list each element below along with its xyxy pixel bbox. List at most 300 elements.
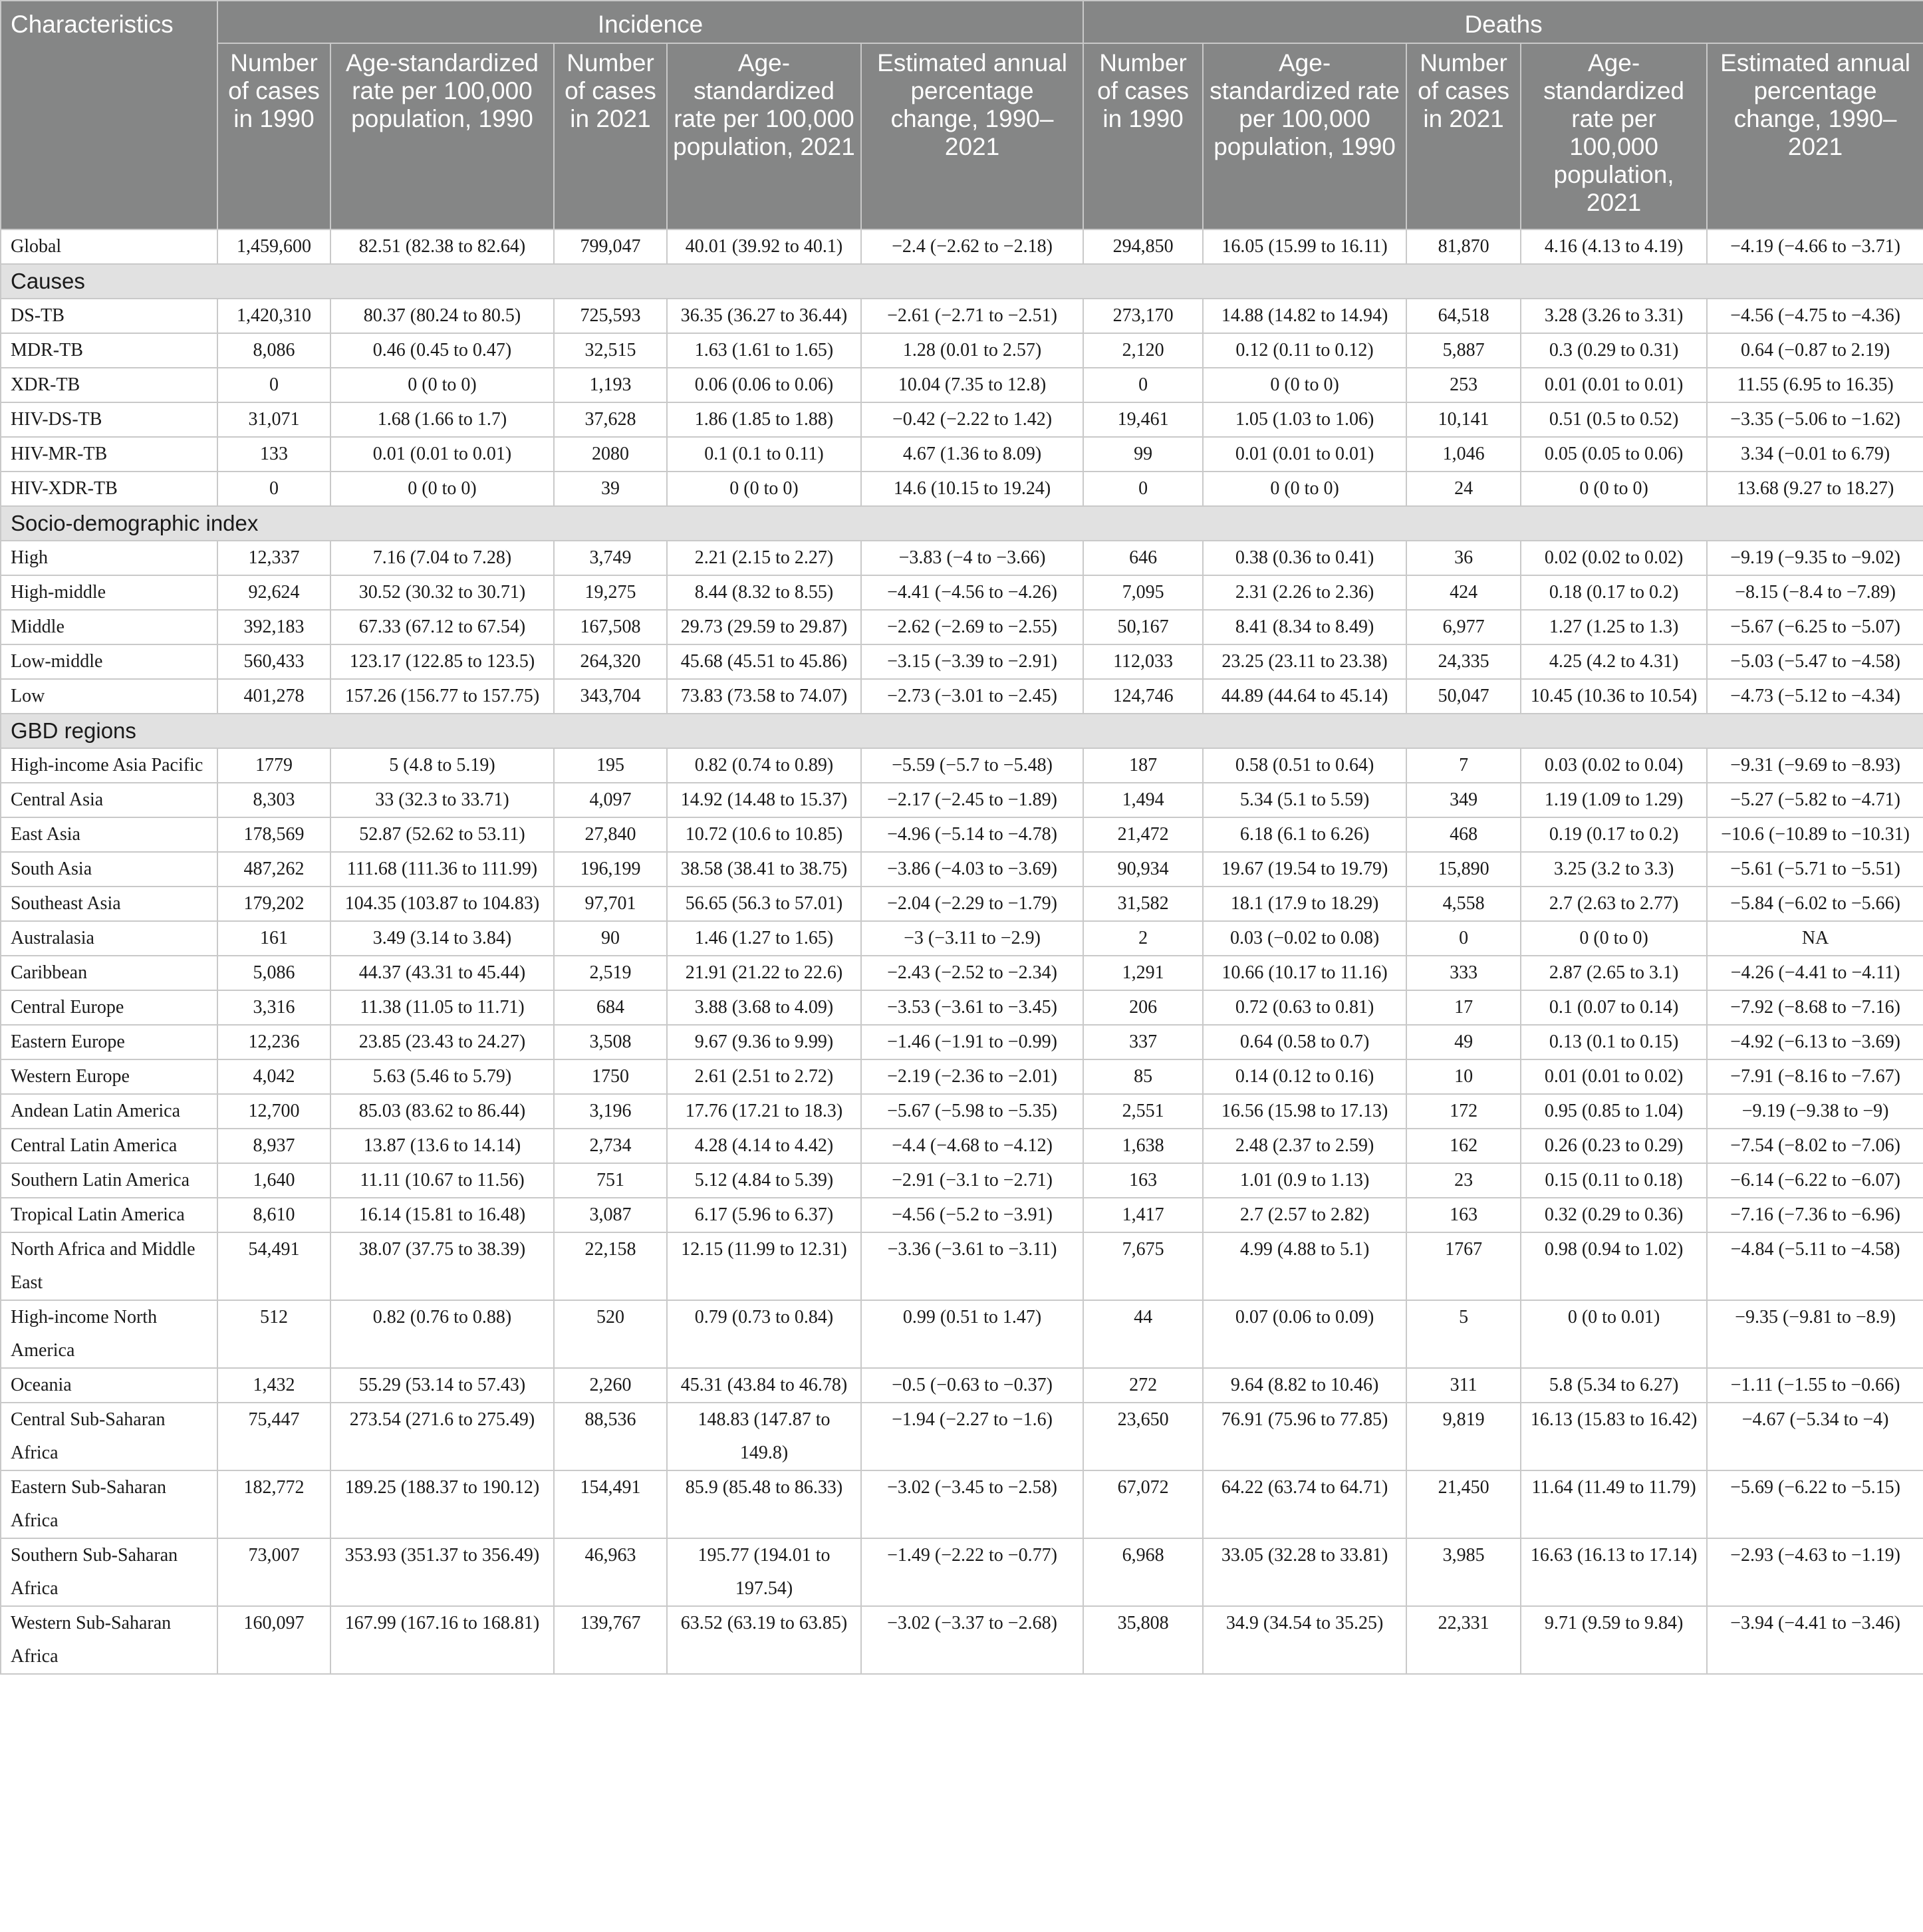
deaths-rate-2021-cell: 0.05 (0.05 to 0.06) [1521, 437, 1707, 472]
incidence-eapc-cell: −2.73 (−3.01 to −2.45) [861, 679, 1083, 714]
table-row [1, 990, 1923, 1025]
characteristic-cell: High [1, 541, 217, 575]
deaths-rate-2021-cell: 1.19 (1.09 to 1.29) [1521, 783, 1707, 817]
incidence-cases-1990-cell: 8,610 [217, 1198, 330, 1232]
characteristic-cell: Central Latin America [1, 1129, 217, 1163]
deaths-cases-1990-cell: 2,120 [1083, 333, 1203, 368]
table-row [1, 644, 1923, 679]
table-row [1, 1025, 1923, 1059]
incidence-rate-1990-cell: 5 (4.8 to 5.19) [330, 748, 554, 783]
incidence-cases-1990-cell: 12,337 [217, 541, 330, 575]
characteristic-cell: Central Sub-Saharan Africa [1, 1403, 217, 1470]
incidence-rate-1990-cell: 80.37 (80.24 to 80.5) [330, 299, 554, 333]
incidence-rate-2021-cell: 63.52 (63.19 to 63.85) [667, 1606, 861, 1674]
deaths-cases-1990-cell: 35,808 [1083, 1606, 1203, 1674]
incidence-cases-2021-cell: 195 [554, 748, 667, 783]
incidence-cases-1990-cell: 178,569 [217, 817, 330, 852]
characteristic-cell: Tropical Latin America [1, 1198, 217, 1232]
incidence-rate-2021-cell: 5.12 (4.84 to 5.39) [667, 1163, 861, 1198]
incidence-rate-1990-cell: 167.99 (167.16 to 168.81) [330, 1606, 554, 1674]
incidence-cases-1990-cell: 31,071 [217, 402, 330, 437]
incidence-eapc-cell: −2.04 (−2.29 to −1.79) [861, 887, 1083, 921]
incidence-rate-1990-cell: 157.26 (156.77 to 157.75) [330, 679, 554, 714]
deaths-cases-1990-cell: 112,033 [1083, 644, 1203, 679]
deaths-rate-1990-cell: 2.31 (2.26 to 2.36) [1203, 575, 1406, 610]
table-row [1, 1129, 1923, 1163]
table-row [1, 299, 1923, 333]
incidence-cases-2021-cell: 343,704 [554, 679, 667, 714]
incidence-rate-1990-cell: 189.25 (188.37 to 190.12) [330, 1470, 554, 1538]
incidence-cases-1990-cell: 4,042 [217, 1059, 330, 1094]
deaths-cases-2021-cell: 21,450 [1406, 1470, 1521, 1538]
incidence-eapc-cell: −0.42 (−2.22 to 1.42) [861, 402, 1083, 437]
deaths-cases-1990-cell: 85 [1083, 1059, 1203, 1094]
deaths-cases-2021-cell: 50,047 [1406, 679, 1521, 714]
deaths-rate-2021-cell: 5.8 (5.34 to 6.27) [1521, 1368, 1707, 1403]
deaths-eapc-cell: −7.16 (−7.36 to −6.96) [1707, 1198, 1923, 1232]
table-row [1, 783, 1923, 817]
incidence-eapc-cell: −0.5 (−0.63 to −0.37) [861, 1368, 1083, 1403]
incidence-cases-2021-cell: 3,196 [554, 1094, 667, 1129]
incidence-cases-1990-cell: 0 [217, 472, 330, 506]
deaths-cases-1990-cell: 6,968 [1083, 1538, 1203, 1606]
deaths-rate-2021-cell: 0.19 (0.17 to 0.2) [1521, 817, 1707, 852]
incidence-cases-2021-header: Number of cases in 2021 [554, 43, 667, 229]
deaths-eapc-header: Estimated annual percentage change, 1990–2021 [1707, 43, 1923, 229]
deaths-rate-1990-cell: 44.89 (44.64 to 45.14) [1203, 679, 1406, 714]
deaths-rate-2021-cell: 0.32 (0.29 to 0.36) [1521, 1198, 1707, 1232]
characteristic-cell: Eastern Europe [1, 1025, 217, 1059]
incidence-rate-2021-cell: 195.77 (194.01 to 197.54) [667, 1538, 861, 1606]
section-label: Socio-demographic index [1, 506, 1923, 541]
deaths-rate-2021-cell: 0.3 (0.29 to 0.31) [1521, 333, 1707, 368]
deaths-cases-2021-cell: 5 [1406, 1300, 1521, 1368]
deaths-cases-1990-cell: 1,291 [1083, 956, 1203, 990]
incidence-rate-1990-cell: 3.49 (3.14 to 3.84) [330, 921, 554, 956]
incidence-rate-2021-cell: 14.92 (14.48 to 15.37) [667, 783, 861, 817]
deaths-cases-1990-cell: 90,934 [1083, 852, 1203, 887]
incidence-cases-1990-cell: 133 [217, 437, 330, 472]
deaths-cases-2021-cell: 7 [1406, 748, 1521, 783]
deaths-rate-2021-cell: 3.25 (3.2 to 3.3) [1521, 852, 1707, 887]
incidence-rate-1990-cell: 44.37 (43.31 to 45.44) [330, 956, 554, 990]
incidence-eapc-cell: 10.04 (7.35 to 12.8) [861, 368, 1083, 402]
incidence-cases-2021-cell: 196,199 [554, 852, 667, 887]
incidence-cases-2021-cell: 1,193 [554, 368, 667, 402]
deaths-rate-1990-cell: 0.12 (0.11 to 0.12) [1203, 333, 1406, 368]
deaths-cases-2021-cell: 3,985 [1406, 1538, 1521, 1606]
characteristic-cell: Southern Latin America [1, 1163, 217, 1198]
incidence-eapc-cell: −4.96 (−5.14 to −4.78) [861, 817, 1083, 852]
deaths-cases-2021-cell: 64,518 [1406, 299, 1521, 333]
incidence-eapc-cell: −2.61 (−2.71 to −2.51) [861, 299, 1083, 333]
incidence-eapc-cell: −2.19 (−2.36 to −2.01) [861, 1059, 1083, 1094]
deaths-eapc-cell: −5.03 (−5.47 to −4.58) [1707, 644, 1923, 679]
table-row [1, 1163, 1923, 1198]
deaths-rate-1990-cell: 18.1 (17.9 to 18.29) [1203, 887, 1406, 921]
incidence-cases-2021-cell: 1750 [554, 1059, 667, 1094]
deaths-rate-2021-cell: 3.28 (3.26 to 3.31) [1521, 299, 1707, 333]
incidence-cases-2021-cell: 27,840 [554, 817, 667, 852]
deaths-eapc-cell: −9.31 (−9.69 to −8.93) [1707, 748, 1923, 783]
incidence-cases-2021-cell: 37,628 [554, 402, 667, 437]
table-row [1, 575, 1923, 610]
deaths-cases-1990-cell: 99 [1083, 437, 1203, 472]
characteristic-cell: Low [1, 679, 217, 714]
deaths-cases-2021-cell: 23 [1406, 1163, 1521, 1198]
deaths-rate-2021-cell: 0.18 (0.17 to 0.2) [1521, 575, 1707, 610]
incidence-rate-2021-cell: 40.01 (39.92 to 40.1) [667, 229, 861, 264]
deaths-eapc-cell: −4.67 (−5.34 to −4) [1707, 1403, 1923, 1470]
incidence-cases-2021-cell: 97,701 [554, 887, 667, 921]
deaths-rate-2021-cell: 0 (0 to 0) [1521, 921, 1707, 956]
incidence-rate-2021-cell: 148.83 (147.87 to 149.8) [667, 1403, 861, 1470]
deaths-rate-2021-cell: 16.13 (15.83 to 16.42) [1521, 1403, 1707, 1470]
incidence-rate-1990-cell: 0.46 (0.45 to 0.47) [330, 333, 554, 368]
deaths-rate-2021-cell: 0 (0 to 0.01) [1521, 1300, 1707, 1368]
incidence-rate-1990-cell: 7.16 (7.04 to 7.28) [330, 541, 554, 575]
characteristic-cell: High-income North America [1, 1300, 217, 1368]
table-row [1, 1094, 1923, 1129]
characteristic-cell: South Asia [1, 852, 217, 887]
incidence-rate-1990-cell: 1.68 (1.66 to 1.7) [330, 402, 554, 437]
incidence-header: Incidence [217, 1, 1083, 43]
deaths-rate-1990-cell: 14.88 (14.82 to 14.94) [1203, 299, 1406, 333]
deaths-eapc-cell: −5.61 (−5.71 to −5.51) [1707, 852, 1923, 887]
characteristic-cell: East Asia [1, 817, 217, 852]
deaths-eapc-cell: NA [1707, 921, 1923, 956]
deaths-rate-1990-cell: 16.05 (15.99 to 16.11) [1203, 229, 1406, 264]
deaths-cases-2021-cell: 24,335 [1406, 644, 1521, 679]
incidence-eapc-cell: −1.46 (−1.91 to −0.99) [861, 1025, 1083, 1059]
incidence-rate-2021-cell: 2.61 (2.51 to 2.72) [667, 1059, 861, 1094]
incidence-rate-1990-cell: 55.29 (53.14 to 57.43) [330, 1368, 554, 1403]
incidence-cases-2021-cell: 90 [554, 921, 667, 956]
incidence-cases-1990-cell: 5,086 [217, 956, 330, 990]
table-row [1, 748, 1923, 783]
incidence-rate-1990-cell: 0.82 (0.76 to 0.88) [330, 1300, 554, 1368]
table-row [1, 1538, 1923, 1606]
incidence-eapc-cell: −1.49 (−2.22 to −0.77) [861, 1538, 1083, 1606]
deaths-cases-2021-cell: 253 [1406, 368, 1521, 402]
deaths-eapc-cell: −5.69 (−6.22 to −5.15) [1707, 1470, 1923, 1538]
incidence-cases-2021-cell: 167,508 [554, 610, 667, 644]
deaths-rate-2021-cell: 0.03 (0.02 to 0.04) [1521, 748, 1707, 783]
incidence-cases-1990-cell: 12,236 [217, 1025, 330, 1059]
incidence-cases-2021-cell: 39 [554, 472, 667, 506]
characteristic-cell: Low-middle [1, 644, 217, 679]
table-row [1, 333, 1923, 368]
table-header [1, 1, 1923, 229]
incidence-eapc-cell: −4.56 (−5.2 to −3.91) [861, 1198, 1083, 1232]
deaths-cases-1990-cell: 23,650 [1083, 1403, 1203, 1470]
table-row [1, 1198, 1923, 1232]
incidence-cases-1990-cell: 512 [217, 1300, 330, 1368]
deaths-rate-2021-cell: 0.01 (0.01 to 0.02) [1521, 1059, 1707, 1094]
deaths-cases-1990-cell: 337 [1083, 1025, 1203, 1059]
deaths-rate-2021-cell: 0.51 (0.5 to 0.52) [1521, 402, 1707, 437]
table-row [1, 1232, 1923, 1300]
deaths-cases-2021-cell: 163 [1406, 1198, 1521, 1232]
incidence-eapc-cell: 1.28 (0.01 to 2.57) [861, 333, 1083, 368]
deaths-rate-1990-cell: 33.05 (32.28 to 33.81) [1203, 1538, 1406, 1606]
incidence-cases-2021-cell: 2080 [554, 437, 667, 472]
characteristic-cell: HIV-MR-TB [1, 437, 217, 472]
incidence-cases-1990-cell: 8,303 [217, 783, 330, 817]
incidence-eapc-cell: −5.67 (−5.98 to −5.35) [861, 1094, 1083, 1129]
incidence-rate-2021-cell: 6.17 (5.96 to 6.37) [667, 1198, 861, 1232]
deaths-eapc-cell: −3.94 (−4.41 to −3.46) [1707, 1606, 1923, 1674]
incidence-rate-1990-cell: 11.11 (10.67 to 11.56) [330, 1163, 554, 1198]
incidence-rate-1990-cell: 5.63 (5.46 to 5.79) [330, 1059, 554, 1094]
incidence-rate-1990-cell: 52.87 (52.62 to 53.11) [330, 817, 554, 852]
incidence-rate-2021-cell: 85.9 (85.48 to 86.33) [667, 1470, 861, 1538]
deaths-cases-2021-cell: 1,046 [1406, 437, 1521, 472]
deaths-eapc-cell: −4.84 (−5.11 to −4.58) [1707, 1232, 1923, 1300]
incidence-cases-1990-cell: 487,262 [217, 852, 330, 887]
incidence-cases-2021-cell: 2,734 [554, 1129, 667, 1163]
deaths-cases-1990-cell: 272 [1083, 1368, 1203, 1403]
incidence-cases-2021-cell: 3,749 [554, 541, 667, 575]
characteristic-cell: Oceania [1, 1368, 217, 1403]
deaths-eapc-cell: −1.11 (−1.55 to −0.66) [1707, 1368, 1923, 1403]
table-row [1, 1606, 1923, 1674]
deaths-rate-1990-header: Age-standardized rate per 100,000 population, 1990 [1203, 43, 1406, 229]
incidence-rate-2021-cell: 45.31 (43.84 to 46.78) [667, 1368, 861, 1403]
incidence-cases-1990-cell: 73,007 [217, 1538, 330, 1606]
deaths-eapc-cell: 0.64 (−0.87 to 2.19) [1707, 333, 1923, 368]
incidence-cases-1990-cell: 1779 [217, 748, 330, 783]
incidence-eapc-cell: −3.02 (−3.37 to −2.68) [861, 1606, 1083, 1674]
incidence-cases-1990-cell: 8,937 [217, 1129, 330, 1163]
incidence-cases-1990-cell: 160,097 [217, 1606, 330, 1674]
incidence-cases-2021-cell: 2,260 [554, 1368, 667, 1403]
incidence-cases-2021-cell: 3,508 [554, 1025, 667, 1059]
deaths-rate-1990-cell: 0.58 (0.51 to 0.64) [1203, 748, 1406, 783]
incidence-cases-2021-cell: 32,515 [554, 333, 667, 368]
table-body [1, 229, 1923, 1674]
table-row [1, 887, 1923, 921]
incidence-cases-2021-cell: 88,536 [554, 1403, 667, 1470]
deaths-cases-2021-cell: 5,887 [1406, 333, 1521, 368]
deaths-rate-1990-cell: 0.03 (−0.02 to 0.08) [1203, 921, 1406, 956]
incidence-rate-2021-cell: 38.58 (38.41 to 38.75) [667, 852, 861, 887]
incidence-cases-2021-cell: 799,047 [554, 229, 667, 264]
section-row [1, 506, 1923, 541]
incidence-rate-2021-cell: 17.76 (17.21 to 18.3) [667, 1094, 861, 1129]
deaths-cases-1990-cell: 646 [1083, 541, 1203, 575]
incidence-rate-2021-cell: 3.88 (3.68 to 4.09) [667, 990, 861, 1025]
deaths-cases-2021-cell: 22,331 [1406, 1606, 1521, 1674]
deaths-rate-2021-cell: 11.64 (11.49 to 11.79) [1521, 1470, 1707, 1538]
deaths-cases-1990-cell: 7,675 [1083, 1232, 1203, 1300]
incidence-eapc-cell: −3.02 (−3.45 to −2.58) [861, 1470, 1083, 1538]
deaths-cases-2021-cell: 349 [1406, 783, 1521, 817]
deaths-rate-1990-cell: 0.72 (0.63 to 0.81) [1203, 990, 1406, 1025]
deaths-rate-1990-cell: 2.48 (2.37 to 2.59) [1203, 1129, 1406, 1163]
section-row [1, 264, 1923, 299]
characteristic-cell: Southeast Asia [1, 887, 217, 921]
characteristic-cell: Caribbean [1, 956, 217, 990]
characteristic-cell: High-income Asia Pacific [1, 748, 217, 783]
incidence-eapc-cell: −3 (−3.11 to −2.9) [861, 921, 1083, 956]
incidence-rate-2021-cell: 1.63 (1.61 to 1.65) [667, 333, 861, 368]
incidence-rate-2021-cell: 56.65 (56.3 to 57.01) [667, 887, 861, 921]
incidence-rate-2021-cell: 45.68 (45.51 to 45.86) [667, 644, 861, 679]
table-row [1, 1300, 1923, 1368]
deaths-eapc-cell: −4.26 (−4.41 to −4.11) [1707, 956, 1923, 990]
incidence-rate-1990-cell: 273.54 (271.6 to 275.49) [330, 1403, 554, 1470]
deaths-rate-1990-cell: 2.7 (2.57 to 2.82) [1203, 1198, 1406, 1232]
incidence-rate-2021-cell: 8.44 (8.32 to 8.55) [667, 575, 861, 610]
table-row [1, 610, 1923, 644]
table-row [1, 472, 1923, 506]
deaths-cases-1990-cell: 2 [1083, 921, 1203, 956]
deaths-cases-2021-cell: 17 [1406, 990, 1521, 1025]
deaths-eapc-cell: −4.19 (−4.66 to −3.71) [1707, 229, 1923, 264]
incidence-cases-1990-cell: 75,447 [217, 1403, 330, 1470]
incidence-eapc-cell: −3.15 (−3.39 to −2.91) [861, 644, 1083, 679]
deaths-cases-2021-cell: 172 [1406, 1094, 1521, 1129]
characteristic-cell: Central Europe [1, 990, 217, 1025]
incidence-rate-2021-cell: 10.72 (10.6 to 10.85) [667, 817, 861, 852]
deaths-cases-2021-cell: 424 [1406, 575, 1521, 610]
table-row [1, 402, 1923, 437]
incidence-eapc-cell: −1.94 (−2.27 to −1.6) [861, 1403, 1083, 1470]
incidence-rate-1990-cell: 111.68 (111.36 to 111.99) [330, 852, 554, 887]
incidence-eapc-header: Estimated annual percentage change, 1990–2021 [861, 43, 1083, 229]
characteristic-cell: Australasia [1, 921, 217, 956]
table-row [1, 852, 1923, 887]
incidence-cases-1990-cell: 1,459,600 [217, 229, 330, 264]
deaths-rate-1990-cell: 19.67 (19.54 to 19.79) [1203, 852, 1406, 887]
incidence-rate-2021-cell: 21.91 (21.22 to 22.6) [667, 956, 861, 990]
incidence-eapc-cell: −3.36 (−3.61 to −3.11) [861, 1232, 1083, 1300]
table-row [1, 921, 1923, 956]
deaths-eapc-cell: −6.14 (−6.22 to −6.07) [1707, 1163, 1923, 1198]
incidence-cases-2021-cell: 684 [554, 990, 667, 1025]
incidence-rate-2021-cell: 1.86 (1.85 to 1.88) [667, 402, 861, 437]
deaths-cases-2021-cell: 24 [1406, 472, 1521, 506]
deaths-rate-1990-cell: 23.25 (23.11 to 23.38) [1203, 644, 1406, 679]
incidence-rate-1990-cell: 123.17 (122.85 to 123.5) [330, 644, 554, 679]
incidence-cases-1990-cell: 12,700 [217, 1094, 330, 1129]
deaths-rate-1990-cell: 1.01 (0.9 to 1.13) [1203, 1163, 1406, 1198]
deaths-rate-1990-cell: 0 (0 to 0) [1203, 368, 1406, 402]
incidence-rate-2021-cell: 9.67 (9.36 to 9.99) [667, 1025, 861, 1059]
deaths-rate-1990-cell: 34.9 (34.54 to 35.25) [1203, 1606, 1406, 1674]
characteristic-cell: HIV-DS-TB [1, 402, 217, 437]
deaths-rate-2021-cell: 0.02 (0.02 to 0.02) [1521, 541, 1707, 575]
deaths-rate-2021-header: Age-standardized rate per 100,000 population, 2021 [1521, 43, 1707, 229]
deaths-cases-2021-cell: 15,890 [1406, 852, 1521, 887]
incidence-rate-2021-cell: 0 (0 to 0) [667, 472, 861, 506]
characteristic-cell: Global [1, 229, 217, 264]
deaths-rate-1990-cell: 4.99 (4.88 to 5.1) [1203, 1232, 1406, 1300]
deaths-eapc-cell: −2.93 (−4.63 to −1.19) [1707, 1538, 1923, 1606]
incidence-rate-1990-cell: 0 (0 to 0) [330, 472, 554, 506]
table-row [1, 679, 1923, 714]
deaths-cases-2021-cell: 162 [1406, 1129, 1521, 1163]
deaths-cases-2021-cell: 311 [1406, 1368, 1521, 1403]
deaths-cases-2021-cell: 10 [1406, 1059, 1521, 1094]
incidence-cases-2021-cell: 139,767 [554, 1606, 667, 1674]
incidence-cases-1990-cell: 392,183 [217, 610, 330, 644]
deaths-eapc-cell: −10.6 (−10.89 to −10.31) [1707, 817, 1923, 852]
incidence-rate-2021-cell: 73.83 (73.58 to 74.07) [667, 679, 861, 714]
deaths-rate-1990-cell: 0.14 (0.12 to 0.16) [1203, 1059, 1406, 1094]
characteristics-header: Characteristics [1, 1, 217, 229]
incidence-eapc-cell: 0.99 (0.51 to 1.47) [861, 1300, 1083, 1368]
incidence-cases-1990-cell: 3,316 [217, 990, 330, 1025]
deaths-eapc-cell: −7.91 (−8.16 to −7.67) [1707, 1059, 1923, 1094]
characteristic-cell: MDR-TB [1, 333, 217, 368]
incidence-cases-2021-cell: 154,491 [554, 1470, 667, 1538]
incidence-cases-2021-cell: 2,519 [554, 956, 667, 990]
table-row [1, 956, 1923, 990]
deaths-cases-1990-cell: 1,417 [1083, 1198, 1203, 1232]
deaths-cases-1990-cell: 124,746 [1083, 679, 1203, 714]
deaths-eapc-cell: −4.73 (−5.12 to −4.34) [1707, 679, 1923, 714]
deaths-eapc-cell: −4.56 (−4.75 to −4.36) [1707, 299, 1923, 333]
incidence-cases-1990-cell: 182,772 [217, 1470, 330, 1538]
table-row [1, 1470, 1923, 1538]
deaths-cases-2021-cell: 4,558 [1406, 887, 1521, 921]
deaths-rate-2021-cell: 0.1 (0.07 to 0.14) [1521, 990, 1707, 1025]
deaths-cases-1990-cell: 50,167 [1083, 610, 1203, 644]
deaths-rate-1990-cell: 0.07 (0.06 to 0.09) [1203, 1300, 1406, 1368]
deaths-rate-2021-cell: 10.45 (10.36 to 10.54) [1521, 679, 1707, 714]
deaths-cases-2021-cell: 9,819 [1406, 1403, 1521, 1470]
incidence-cases-1990-cell: 179,202 [217, 887, 330, 921]
incidence-eapc-cell: −2.91 (−3.1 to −2.71) [861, 1163, 1083, 1198]
incidence-eapc-cell: −2.62 (−2.69 to −2.55) [861, 610, 1083, 644]
deaths-rate-2021-cell: 0 (0 to 0) [1521, 472, 1707, 506]
incidence-rate-1990-cell: 353.93 (351.37 to 356.49) [330, 1538, 554, 1606]
incidence-rate-2021-cell: 0.1 (0.1 to 0.11) [667, 437, 861, 472]
deaths-rate-1990-cell: 1.05 (1.03 to 1.06) [1203, 402, 1406, 437]
table-row [1, 541, 1923, 575]
deaths-eapc-cell: −9.35 (−9.81 to −8.9) [1707, 1300, 1923, 1368]
incidence-eapc-cell: −4.4 (−4.68 to −4.12) [861, 1129, 1083, 1163]
deaths-eapc-cell: −5.84 (−6.02 to −5.66) [1707, 887, 1923, 921]
deaths-rate-1990-cell: 64.22 (63.74 to 64.71) [1203, 1470, 1406, 1538]
deaths-cases-1990-cell: 1,638 [1083, 1129, 1203, 1163]
incidence-cases-2021-cell: 725,593 [554, 299, 667, 333]
deaths-rate-2021-cell: 0.01 (0.01 to 0.01) [1521, 368, 1707, 402]
deaths-eapc-cell: −4.92 (−6.13 to −3.69) [1707, 1025, 1923, 1059]
incidence-rate-1990-cell: 11.38 (11.05 to 11.71) [330, 990, 554, 1025]
incidence-rate-1990-cell: 82.51 (82.38 to 82.64) [330, 229, 554, 264]
deaths-cases-1990-cell: 67,072 [1083, 1470, 1203, 1538]
deaths-eapc-cell: −5.67 (−6.25 to −5.07) [1707, 610, 1923, 644]
deaths-eapc-cell: 11.55 (6.95 to 16.35) [1707, 368, 1923, 402]
incidence-eapc-cell: −2.43 (−2.52 to −2.34) [861, 956, 1083, 990]
deaths-cases-1990-cell: 21,472 [1083, 817, 1203, 852]
incidence-rate-1990-cell: 104.35 (103.87 to 104.83) [330, 887, 554, 921]
deaths-cases-1990-cell: 0 [1083, 368, 1203, 402]
deaths-rate-2021-cell: 2.87 (2.65 to 3.1) [1521, 956, 1707, 990]
incidence-cases-1990-cell: 8,086 [217, 333, 330, 368]
incidence-eapc-cell: −5.59 (−5.7 to −5.48) [861, 748, 1083, 783]
incidence-rate-1990-cell: 67.33 (67.12 to 67.54) [330, 610, 554, 644]
deaths-rate-2021-cell: 0.13 (0.1 to 0.15) [1521, 1025, 1707, 1059]
incidence-rate-2021-cell: 0.82 (0.74 to 0.89) [667, 748, 861, 783]
deaths-cases-1990-cell: 163 [1083, 1163, 1203, 1198]
deaths-rate-1990-cell: 16.56 (15.98 to 17.13) [1203, 1094, 1406, 1129]
deaths-rate-1990-cell: 0.01 (0.01 to 0.01) [1203, 437, 1406, 472]
deaths-eapc-cell: −5.27 (−5.82 to −4.71) [1707, 783, 1923, 817]
